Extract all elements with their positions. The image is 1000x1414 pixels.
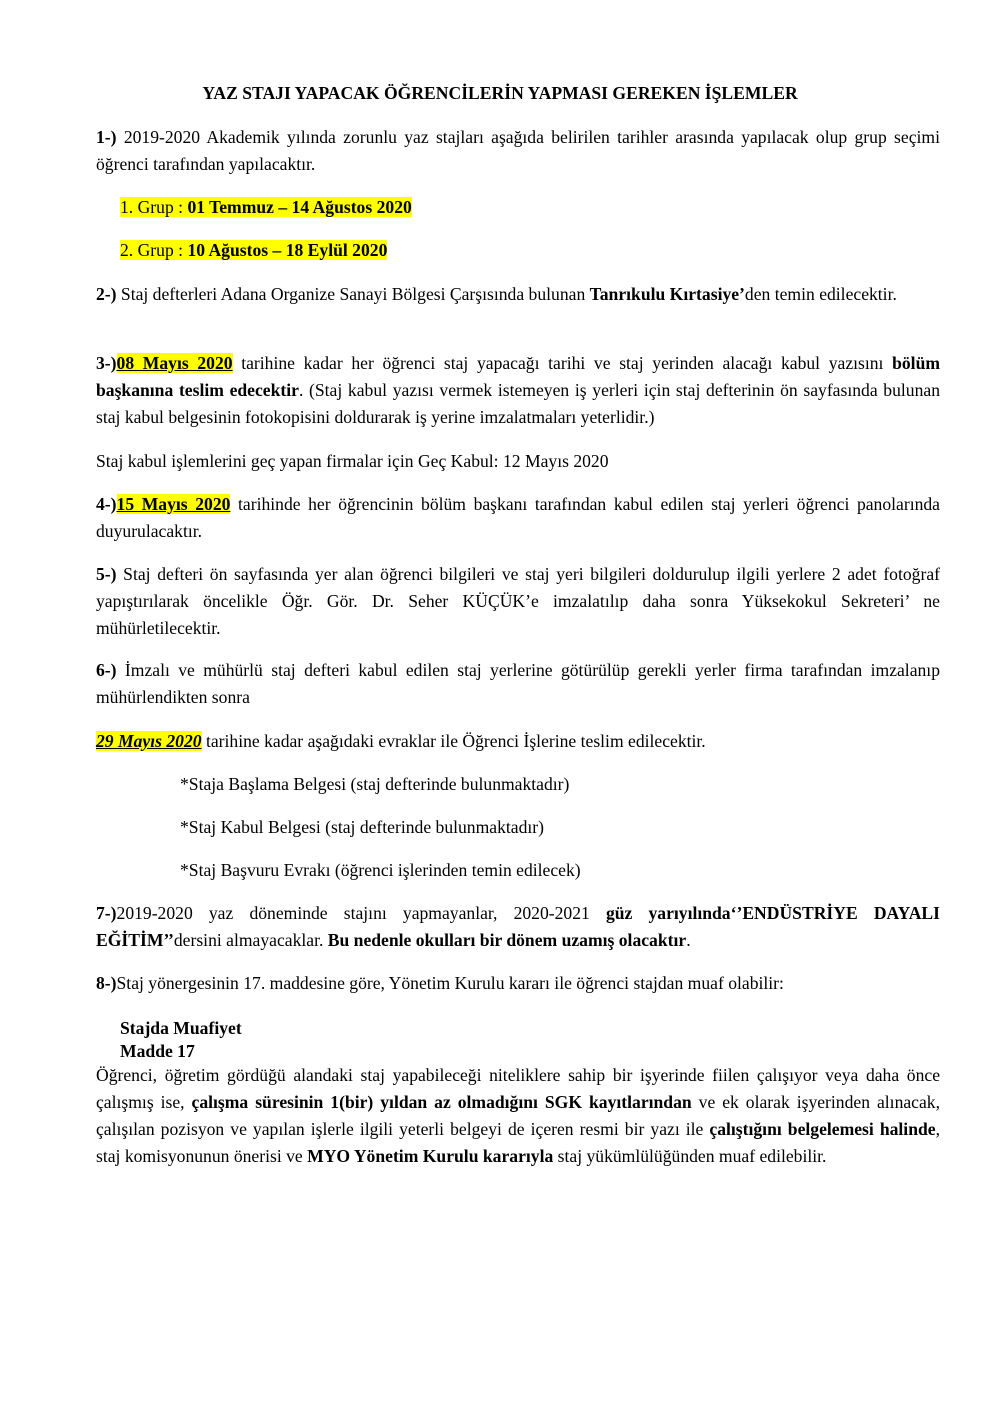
course-name: güz yarıyılında‘’ENDÜSTRİYE DAYALI EĞİTİM’’	[96, 903, 940, 950]
item-number: 7-)	[96, 903, 117, 923]
item-1	[96, 124, 940, 178]
item-text: 2019-2020 yaz döneminde stajını yapmayanlar, 2020-2021	[116, 903, 606, 923]
item-text: Staj defteri ön sayfasında yer alan öğrenci bilgileri ve staj yeri bilgileri doldurulup ilgili yerlere 2 adet fotoğraf yapıştırılarak öncelikle Öğr. Gör. Dr. Seher KÜÇÜK’e imzalatılıp daha sonra Yüksekokul Sekreteri’ ne mühürletilecektir.	[96, 564, 940, 638]
item-text: staj yükümlülüğünden muaf edilebilir.	[553, 1146, 827, 1166]
item-6-deadline	[96, 728, 940, 755]
item-text: , staj komisyonunun önerisi ve	[96, 1119, 940, 1166]
group-1	[120, 194, 412, 221]
item-4	[96, 491, 940, 545]
page-title: YAZ STAJI YAPACAK ÖĞRENCİLERİN YAPMASI GEREKEN İŞLEMLER	[202, 83, 798, 103]
item-text: .	[686, 930, 691, 950]
bold-text: çalıştığını belgelemesi halinde	[709, 1119, 936, 1139]
item-3	[96, 350, 940, 431]
item-text: tarihine kadar her öğrenci staj yapacağı tarihi ve staj yerinden alacağı kabul yazısını	[232, 353, 893, 373]
item-number: 1-)	[96, 127, 117, 147]
item-number: 2-)	[96, 284, 117, 304]
item-number: 8-)	[96, 973, 117, 993]
group-2	[120, 237, 387, 264]
submission-date: 29 Mayıs 2020	[96, 731, 202, 751]
bold-text: çalışma süresinin 1(bir) yıldan az olmadığını SGK kayıtlarından	[191, 1092, 692, 1112]
document-item: *Staja Başlama Belgesi (staj defterinde bulunmaktadır)	[180, 774, 570, 794]
article-number: Madde 17	[120, 1041, 195, 1061]
item-text: Staj yönergesinin 17. maddesine göre, Yönetim Kurulu kararı ile öğrenci stajdan muaf olabilir:	[116, 973, 784, 993]
stationery-name: Tanrıkulu Kırtasiye’	[589, 284, 745, 304]
item-text: dersini almayacaklar.	[173, 930, 328, 950]
document-item: *Staj Başvuru Evrakı (öğrenci işlerinden temin edilecek)	[180, 860, 581, 880]
item-number: 6-)	[96, 660, 117, 680]
item-text: tarihinde her öğrencinin bölüm başkanı tarafından kabul edilen staj yerleri öğrenci panolarında duyurulacaktır.	[96, 494, 940, 541]
document-item: *Staj Kabul Belgesi (staj defterinde bulunmaktadır)	[180, 817, 544, 837]
announcement-date: 15 Mayıs 2020	[116, 494, 231, 514]
item-text: İmzalı ve mühürlü staj defteri kabul edilen staj yerlerine götürülüp gerekli yerler firma tarafından imzalanıp mühürlendikten sonra	[96, 660, 940, 707]
item-text: 2019-2020 Akademik yılında zorunlu yaz stajları aşağıda belirilen tarihler arasında yapılacak olup grup seçimi öğrenci tarafından yapılacaktır.	[96, 127, 940, 174]
item-text: den temin edilecektir.	[744, 284, 897, 304]
group-dates: 10 Ağustos – 18 Eylül 2020	[187, 240, 388, 260]
item-text: Öğrenci, öğretim gördüğü alandaki staj yapabileceği niteliklere sahip bir işyerinde fiilen çalışıyor veya daha önce çalışmış ise,	[96, 1065, 940, 1112]
bold-text: Bu nedenle okulları bir dönem uzamış olacaktır	[327, 930, 687, 950]
item-5	[96, 561, 940, 642]
item-number: 4-)	[96, 494, 117, 514]
item-number: 3-)	[96, 353, 117, 373]
group-dates: 01 Temmuz – 14 Ağustos 2020	[187, 197, 412, 217]
exemption-heading: Stajda Muafiyet	[120, 1018, 242, 1038]
item-6	[96, 657, 940, 711]
item-2	[96, 281, 940, 308]
bold-text: MYO Yönetim Kurulu kararıyla	[307, 1146, 554, 1166]
item-text: . (Staj kabul yazısı vermek istemeyen iş yerleri için staj defterinin ön sayfasında bulunan staj kabul belgesinin fotokopisini doldurarak iş yerine imzalatmaları yeterlidir.)	[96, 380, 940, 427]
exemption-text	[96, 1062, 940, 1170]
item-text: tarihine kadar aşağıdaki evraklar ile Öğrenci İşlerine teslim edilecektir.	[201, 731, 706, 751]
item-text: Staj defterleri Adana Organize Sanayi Bölgesi Çarşısında bulunan	[116, 284, 590, 304]
group-label: 2. Grup :	[120, 240, 188, 260]
deadline-date: 08 Mayıs 2020	[116, 353, 233, 373]
item-7	[96, 900, 940, 954]
late-acceptance-note: Staj kabul işlemlerini geç yapan firmalar için Geç Kabul: 12 Mayıs 2020	[96, 451, 609, 471]
item-text: ve ek olarak işyerinden alınacak, çalışılan pozisyon ve yapılan işlerle ilgili yeterli belgeyi de içeren resmi bir yazı ile	[96, 1092, 940, 1139]
item-number: 5-)	[96, 564, 117, 584]
item-8	[96, 970, 940, 997]
bold-text: bölüm başkanına teslim edecektir	[96, 353, 941, 400]
group-label: 1. Grup :	[120, 197, 188, 217]
